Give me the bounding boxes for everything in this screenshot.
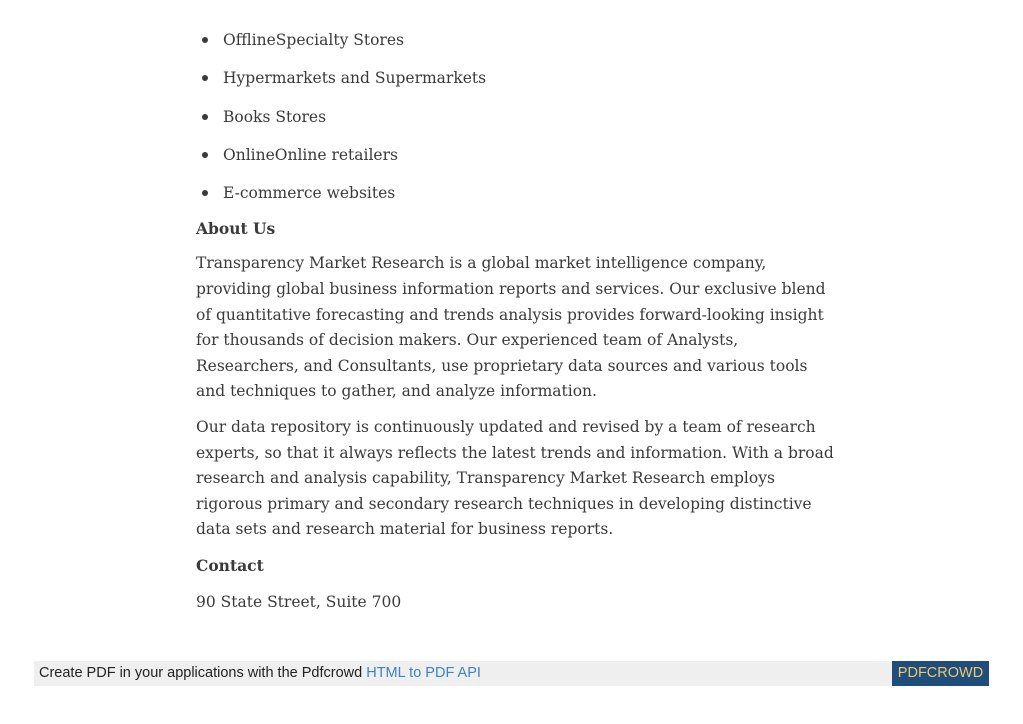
- contact-address: 90 State Street, Suite 700: [196, 593, 402, 612]
- list-item: [196, 107, 836, 127]
- list-item-label: OfflineSpecialty Stores: [223, 31, 404, 49]
- footer-text: [39, 665, 481, 682]
- bullet-icon: [202, 37, 208, 43]
- pdfcrowd-badge[interactable]: PDFCROWD: [892, 661, 989, 686]
- pdfcrowd-footer: [34, 661, 989, 686]
- document-body: [196, 30, 836, 612]
- list-item: [196, 68, 836, 88]
- html-to-pdf-api-link[interactable]: HTML to PDF API: [366, 665, 481, 681]
- list-item-label: OnlineOnline retailers: [223, 145, 398, 164]
- bullet-icon: [202, 75, 208, 81]
- list-item-label: E-commerce websites: [223, 184, 396, 203]
- list-item-label: Hypermarkets and Supermarkets: [223, 69, 487, 88]
- about-paragraph-1: Transparency Market Research is a global market intelligence company, providing global business information reports and services. Our exclusive blend of quantitative forecasting and trends analysis provides forward-looking insight for thousands of decision makers. Our experienced team of Analysts, Researchers, and Consultants, use proprietary data sources and various tools and techniques to gather, and analyze information.: [196, 254, 826, 401]
- contact-heading: Contact: [196, 556, 264, 576]
- list-item-label: Books Stores: [223, 107, 327, 126]
- bullet-icon: [202, 190, 208, 196]
- list-item: [196, 30, 836, 50]
- list-item: [196, 183, 836, 203]
- bullet-icon: [202, 152, 208, 158]
- list-item: [196, 145, 836, 165]
- bullet-icon: [202, 114, 208, 120]
- channel-list: [196, 30, 836, 203]
- footer-message: Create PDF in your applications with the Pdfcrowd: [39, 665, 367, 681]
- about-heading: About Us: [196, 219, 276, 239]
- about-paragraph-2: Our data repository is continuously updated and revised by a team of research experts, so that it always reflects the latest trends and information. With a broad research and analysis capability, Transparency Market Research employs rigorous primary and secondary research techniques in developing distinctive data sets and research material for business reports.: [196, 418, 834, 539]
